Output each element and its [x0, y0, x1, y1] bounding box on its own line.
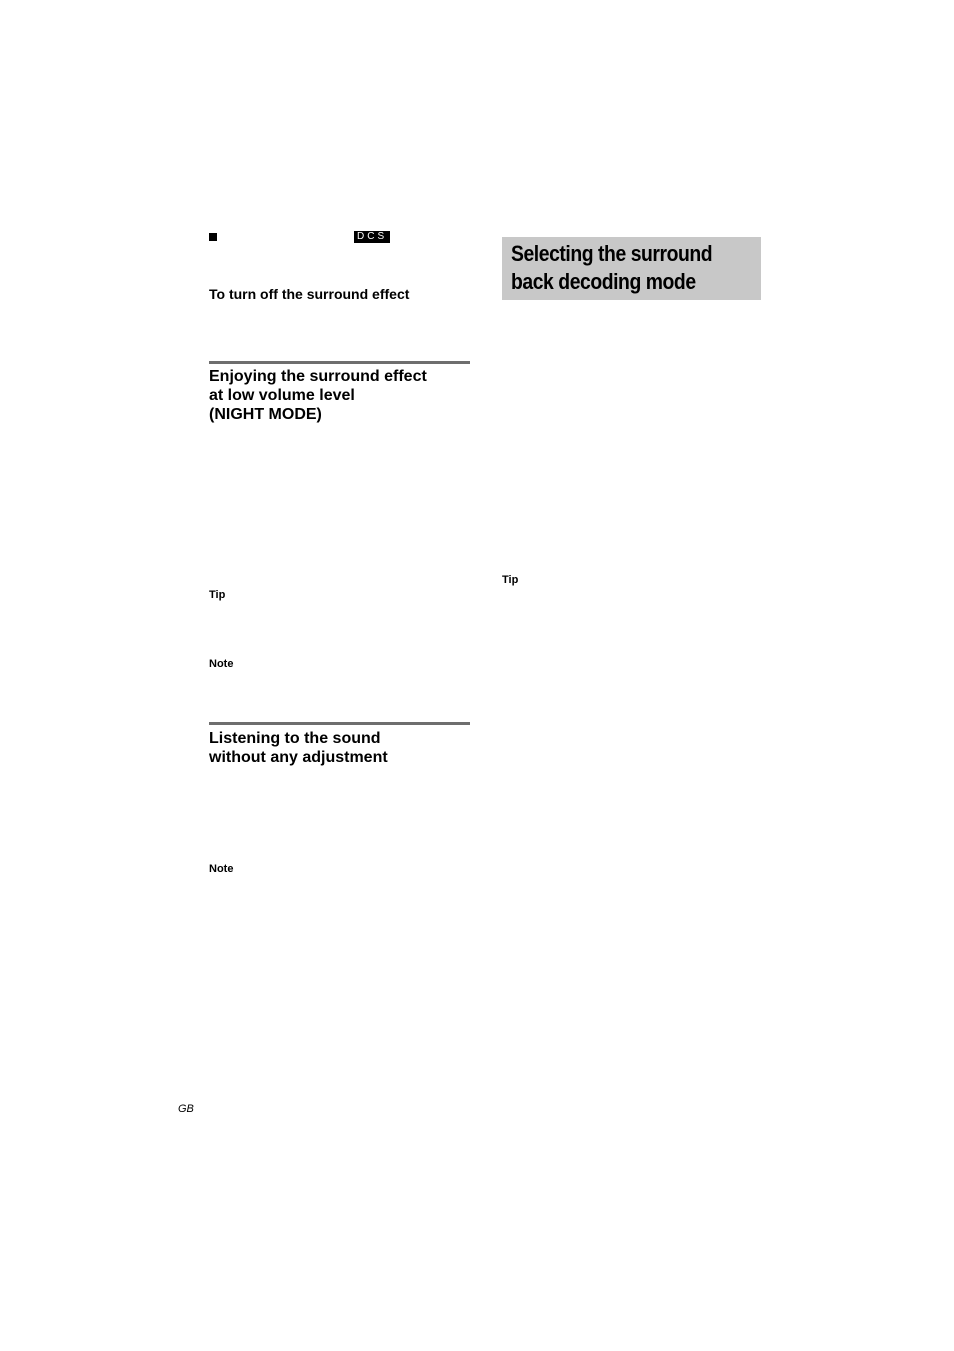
no-adjustment-title — [209, 729, 471, 767]
night-mode-title — [209, 367, 471, 424]
surround-back-decoding-title — [511, 240, 727, 296]
tip-label-left: Tip — [209, 589, 226, 601]
no-adjustment-title-line2: without any adjustment — [209, 749, 388, 766]
night-mode-title-line3: (NIGHT MODE) — [209, 406, 322, 423]
section-rule-no-adjustment — [209, 722, 470, 725]
night-mode-title-line2: at low volume level — [209, 387, 355, 404]
note-label-2: Note — [209, 863, 234, 875]
night-mode-title-line1: Enjoying the surround effect — [209, 368, 427, 385]
turn-off-surround-heading: To turn off the surround effect — [209, 286, 410, 302]
surround-back-title-line1: Selecting the surround — [511, 241, 713, 266]
bullet-square-icon — [209, 233, 217, 241]
note-label-1: Note — [209, 658, 234, 670]
no-adjustment-title-line1: Listening to the sound — [209, 730, 381, 747]
section-title-box — [502, 237, 761, 300]
region-code: GB — [178, 1103, 194, 1115]
dcs-badge: DCS — [354, 231, 390, 243]
section-rule-night-mode — [209, 361, 470, 364]
surround-back-title-line2: back decoding mode — [511, 269, 696, 294]
tip-label-right: Tip — [502, 574, 519, 586]
